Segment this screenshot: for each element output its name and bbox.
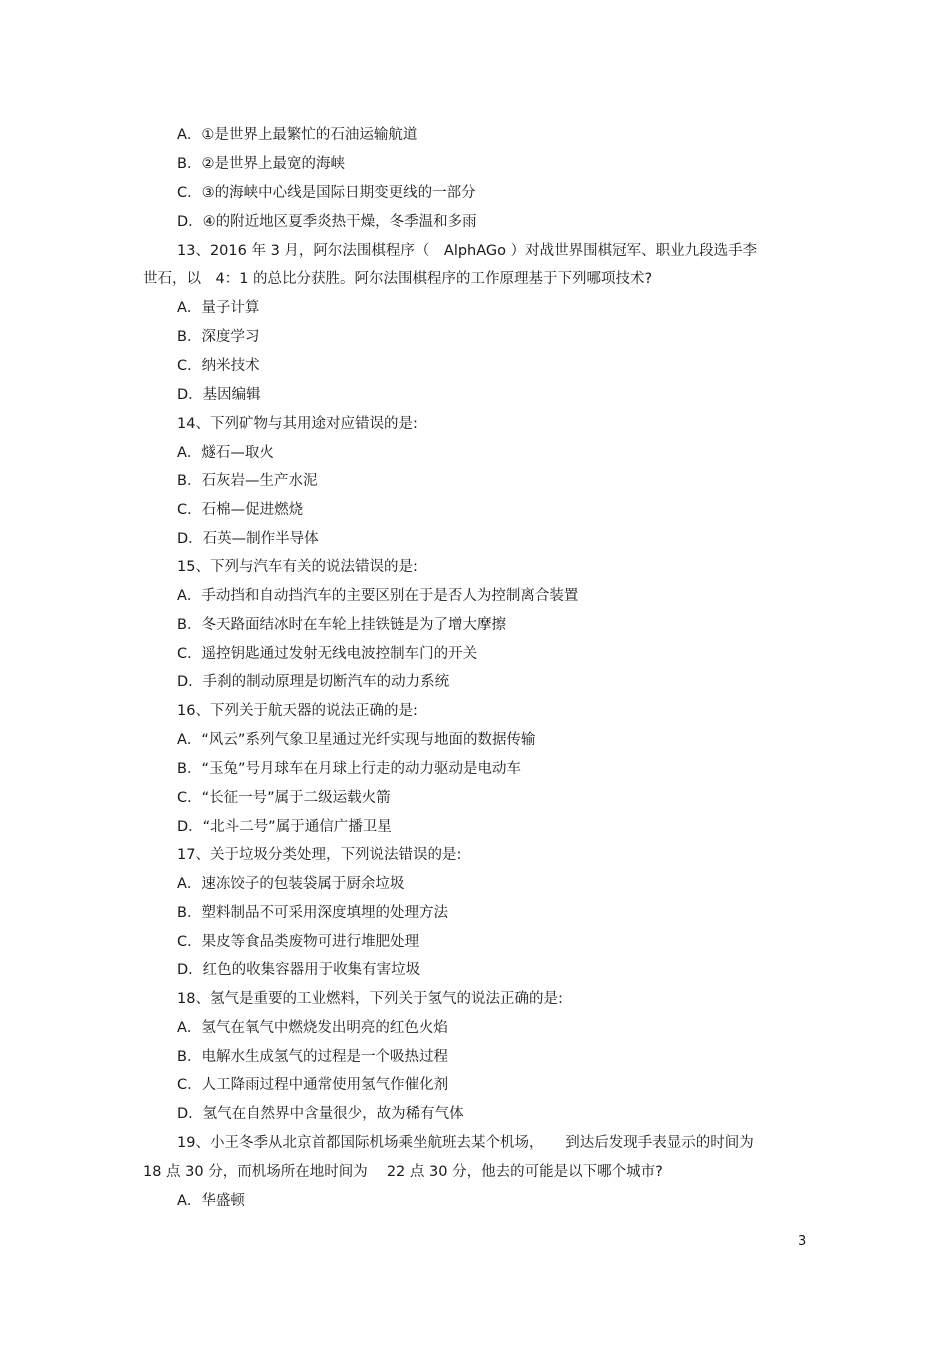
q12-option-c: C．③的海峡中心线是国际日期变更线的一部分 [177,185,476,201]
q16-option-d: D．“北斗二号”属于通信广播卫星 [177,819,392,835]
q17-option-b: B．塑料制品不可采用深度填埋的处理方法 [177,905,448,921]
q13-option-d: D．基因编辑 [177,387,261,403]
q18-option-c: C．人工降雨过程中通常使用氢气作催化剂 [177,1077,449,1093]
page-number: 3 [798,1234,807,1249]
q14-option-b: B．石灰岩—生产水泥 [177,473,318,489]
q12-option-b: B．②是世界上最宽的海峡 [177,156,345,172]
q17-option-d: D．红色的收集容器用于收集有害垃圾 [177,962,421,978]
q13-option-c: C．纳米技术 [177,358,260,374]
q18-option-a: A．氢气在氧气中燃烧发出明亮的红色火焰 [177,1020,448,1036]
q18-option-b: B．电解水生成氢气的过程是一个吸热过程 [177,1049,448,1065]
q13-stem: 13、2016 年 3 月，阿尔法围棋程序（ AlphAGo ）对战世界围棋冠军、职业九段选手李 [177,243,758,259]
q17-option-a: A．速冻饺子的包装袋属于厨余垃圾 [177,876,405,892]
q12-option-a: A．①是世界上最繁忙的石油运输航道 [177,127,418,143]
q19-option-a: A．华盛顿 [177,1193,245,1209]
q14-stem: 14、下列矿物与其用途对应错误的是: [177,416,418,432]
q15-option-d: D．手刹的制动原理是切断汽车的动力系统 [177,674,450,690]
q15-option-c: C．遥控钥匙通过发射无线电波控制车门的开关 [177,646,478,662]
q14-option-a: A．燧石—取火 [177,445,274,461]
q15-option-a: A．手动挡和自动挡汽车的主要区别在于是否人为控制离合装置 [177,588,579,604]
q19-stem: 19、小王冬季从北京首都国际机场乘坐航班去某个机场， 到达后发现手表显示的时间为 [177,1135,754,1151]
q16-option-a: A．“风云”系列气象卫星通过光纤实现与地面的数据传输 [177,732,536,748]
q17-stem: 17、关于垃圾分类处理，下列说法错误的是: [177,847,462,863]
q18-option-d: D．氢气在自然界中含量很少，故为稀有气体 [177,1106,464,1122]
q16-stem: 16、下列关于航天器的说法正确的是: [177,703,418,719]
q16-option-b: B．“玉兔”号月球车在月球上行走的动力驱动是电动车 [177,761,521,777]
q15-option-b: B．冬天路面结冰时在车轮上挂铁链是为了增大摩擦 [177,617,506,633]
q14-option-c: C．石棉—促进燃烧 [177,502,304,518]
q16-option-c: C．“长征一号”属于二级运载火箭 [177,790,391,806]
q13-stem-cont: 世石，以 4：1 的总比分获胜。阿尔法围棋程序的工作原理基于下列哪项技术? [143,271,653,287]
q12-option-d: D．④的附近地区夏季炎热干燥，冬季温和多雨 [177,214,477,230]
q18-stem: 18、氢气是重要的工业燃料，下列关于氢气的说法正确的是: [177,991,563,1007]
q13-option-a: A．量子计算 [177,300,260,316]
q17-option-c: C．果皮等食品类废物可进行堆肥处理 [177,934,420,950]
q15-stem: 15、下列与汽车有关的说法错误的是: [177,559,418,575]
q13-option-b: B．深度学习 [177,329,260,345]
q19-stem-cont: 18 点 30 分，而机场所在地时间为 22 点 30 分，他去的可能是以下哪个城市? [143,1164,663,1180]
q14-option-d: D．石英—制作半导体 [177,531,319,547]
